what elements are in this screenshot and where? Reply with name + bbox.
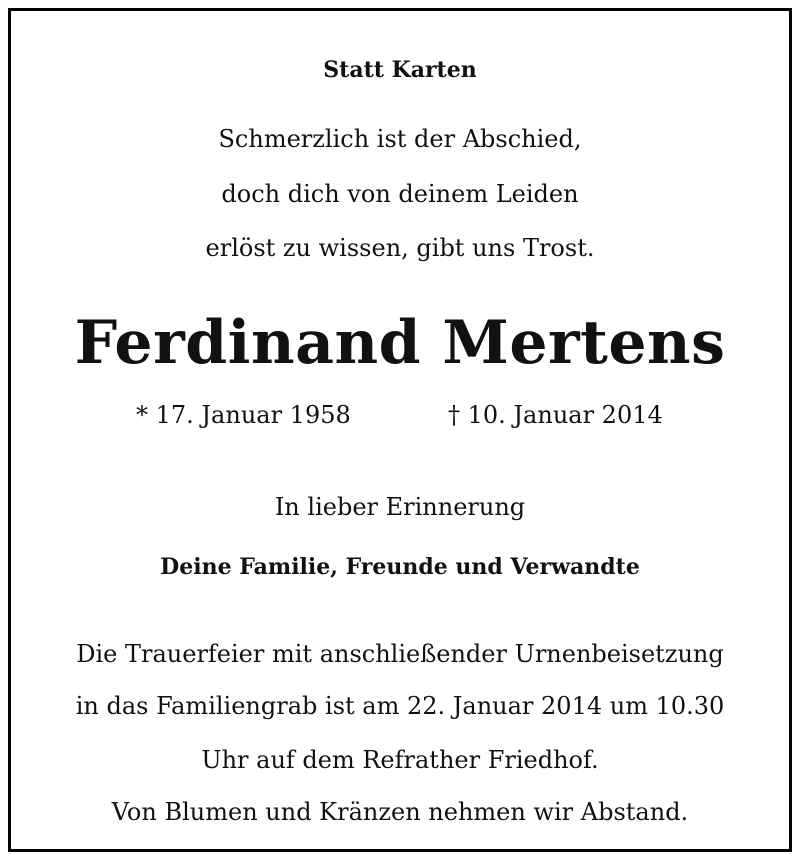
verse-line-1: Schmerzlich ist der Abschied,	[218, 125, 582, 153]
verse-line-2: doch dich von deinem Leiden	[221, 180, 579, 208]
ceremony-line-3: Uhr auf dem Refrather Friedhof.	[201, 746, 599, 774]
deceased-name: Ferdinand Mertens	[74, 308, 726, 378]
memory-line: In lieber Erinnerung	[274, 493, 526, 521]
ceremony-line-4: Von Blumen und Kränzen nehmen wir Abstand.	[111, 798, 689, 826]
death-date: † 10. Januar 2014	[448, 401, 663, 429]
obituary-notice	[8, 8, 792, 852]
birth-date: * 17. Januar 1958	[136, 401, 351, 429]
verse-line-3: erlöst zu wissen, gibt uns Trost.	[205, 234, 595, 262]
ceremony-line-1: Die Trauerfeier mit anschließender Urnenbeisetzung	[76, 640, 724, 668]
mourners-line: Deine Familie, Freunde und Verwandte	[160, 554, 640, 580]
ceremony-line-2: in das Familiengrab ist am 22. Januar 2014 um 10.30	[75, 692, 725, 720]
notice-heading: Statt Karten	[323, 57, 477, 83]
